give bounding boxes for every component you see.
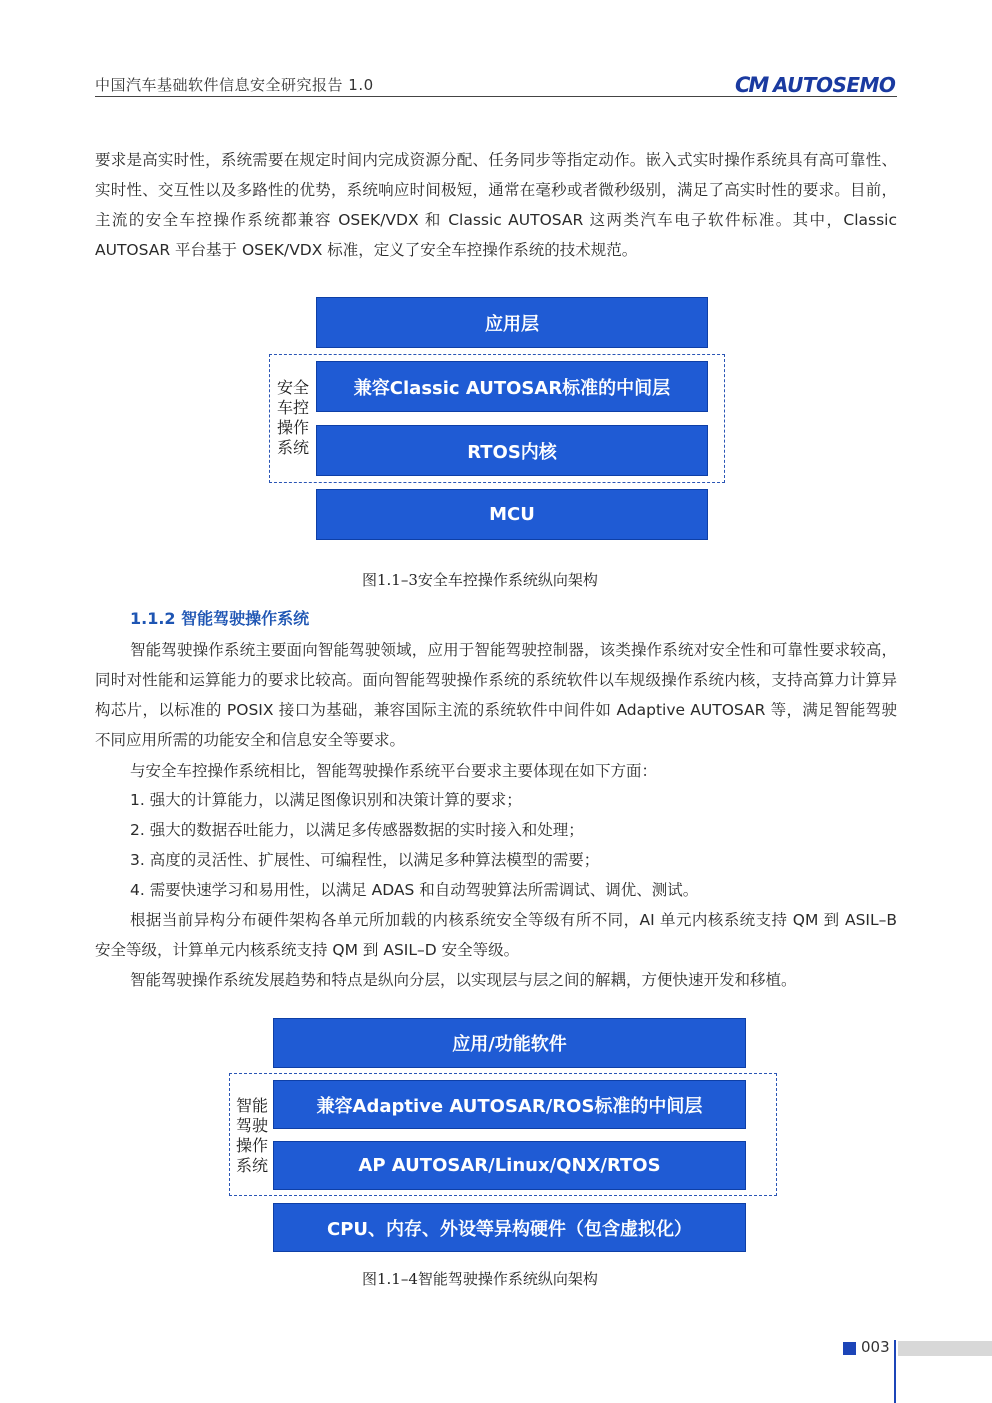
footer-grey-bar	[898, 1341, 992, 1356]
layer-classic-autosar-middleware: 兼容Classic AUTOSAR标准的中间层	[316, 361, 708, 412]
figure1-caption: 图1.1–3安全车控操作系统纵向架构	[362, 571, 598, 589]
section-paragraph-2: 与安全车控操作系统相比，智能驾驶操作系统平台要求主要体现在如下方面：	[130, 762, 658, 780]
section-paragraph-1: 智能驾驶操作系统主要面向智能驾驶领域，应用于智能驾驶控制器，该类操作系统对安全性和可靠性要求较高，同时对性能和运算能力的要求比较高。面向智能驾驶操作系统的系统软件以车规级操作系统内核，支持高算力计算异构芯片，以标准的 POSIX 接口为基础，兼容国际主流的系统软件中间件如 Adaptive AUTOSAR 等，满足智能驾驶不同应用所需的功能安全和信息安全等要求。	[95, 641, 897, 749]
layer-ap-autosar-linux-qnx-rtos: AP AUTOSAR/Linux/QNX/RTOS	[273, 1141, 746, 1190]
autosemo-logo	[733, 70, 901, 98]
layer-heterogeneous-hardware: CPU、内存、外设等异构硬件（包含虚拟化）	[273, 1203, 746, 1252]
intelligent-driving-os-side-label: 智能 驾驶 操作 系统	[235, 1096, 268, 1175]
layer-application-function-software: 应用/功能软件	[273, 1018, 746, 1068]
intro-paragraph: 要求是高实时性，系统需要在规定时间内完成资源分配、任务同步等指定动作。嵌入式实时操作系统具有高可靠性、实时性、交互性以及多路性的优势，系统响应时间极短，通常在毫秒或者微秒级别，满足了高实时性的要求。目前，主流的安全车控操作系统都兼容 OSEK/VDX 和 Classic AUTOSAR 这两类汽车电子软件标准。其中，Classic AUTOSAR 平台基于 OSEK/VDX 标准，定义了安全车控操作系统的技术规范。	[95, 151, 897, 259]
running-header-title: 中国汽车基础软件信息安全研究报告 1.0	[95, 76, 374, 94]
header-divider	[95, 96, 897, 97]
layer-adaptive-autosar-ros-middleware: 兼容Adaptive AUTOSAR/ROS标准的中间层	[273, 1080, 746, 1129]
layer-mcu: MCU	[316, 489, 708, 540]
layer-application: 应用层	[316, 297, 708, 348]
section-paragraph-4: 智能驾驶操作系统发展趋势和特点是纵向分层，以实现层与层之间的解耦，方便快速开发和移植。	[130, 971, 797, 989]
logo-wordmark: AUTOSEMO	[773, 73, 896, 97]
list-item: 4. 需要快速学习和易用性，以满足 ADAS 和自动驾驶算法所需调试、调优、测试。	[130, 881, 699, 899]
list-item: 3. 高度的灵活性、扩展性、可编程性，以满足多种算法模型的需要；	[130, 851, 600, 869]
section-paragraph-3: 根据当前异构分布硬件架构各单元所加载的内核系统安全等级有所不同，AI 单元内核系统支持 QM 到 ASIL–B 安全等级，计算单元内核系统支持 QM 到 ASIL–D 安全等级。	[95, 911, 897, 959]
layer-rtos-kernel: RTOS内核	[316, 425, 708, 476]
section-heading: 1.1.2 智能驾驶操作系统	[130, 609, 310, 628]
footer-vertical-rule	[894, 1340, 896, 1403]
safety-os-side-label: 安全 车控 操作 系统	[276, 378, 309, 457]
list-item: 1. 强大的计算能力，以满足图像识别和决策计算的要求；	[130, 791, 522, 809]
page-number-marker	[843, 1342, 856, 1355]
figure2-caption: 图1.1–4智能驾驶操作系统纵向架构	[362, 1270, 598, 1288]
list-item: 2. 强大的数据吞吐能力，以满足多传感器数据的实时接入和处理；	[130, 821, 584, 839]
page-number: 003	[861, 1338, 890, 1356]
logo-cm-mark: CM	[735, 73, 768, 97]
